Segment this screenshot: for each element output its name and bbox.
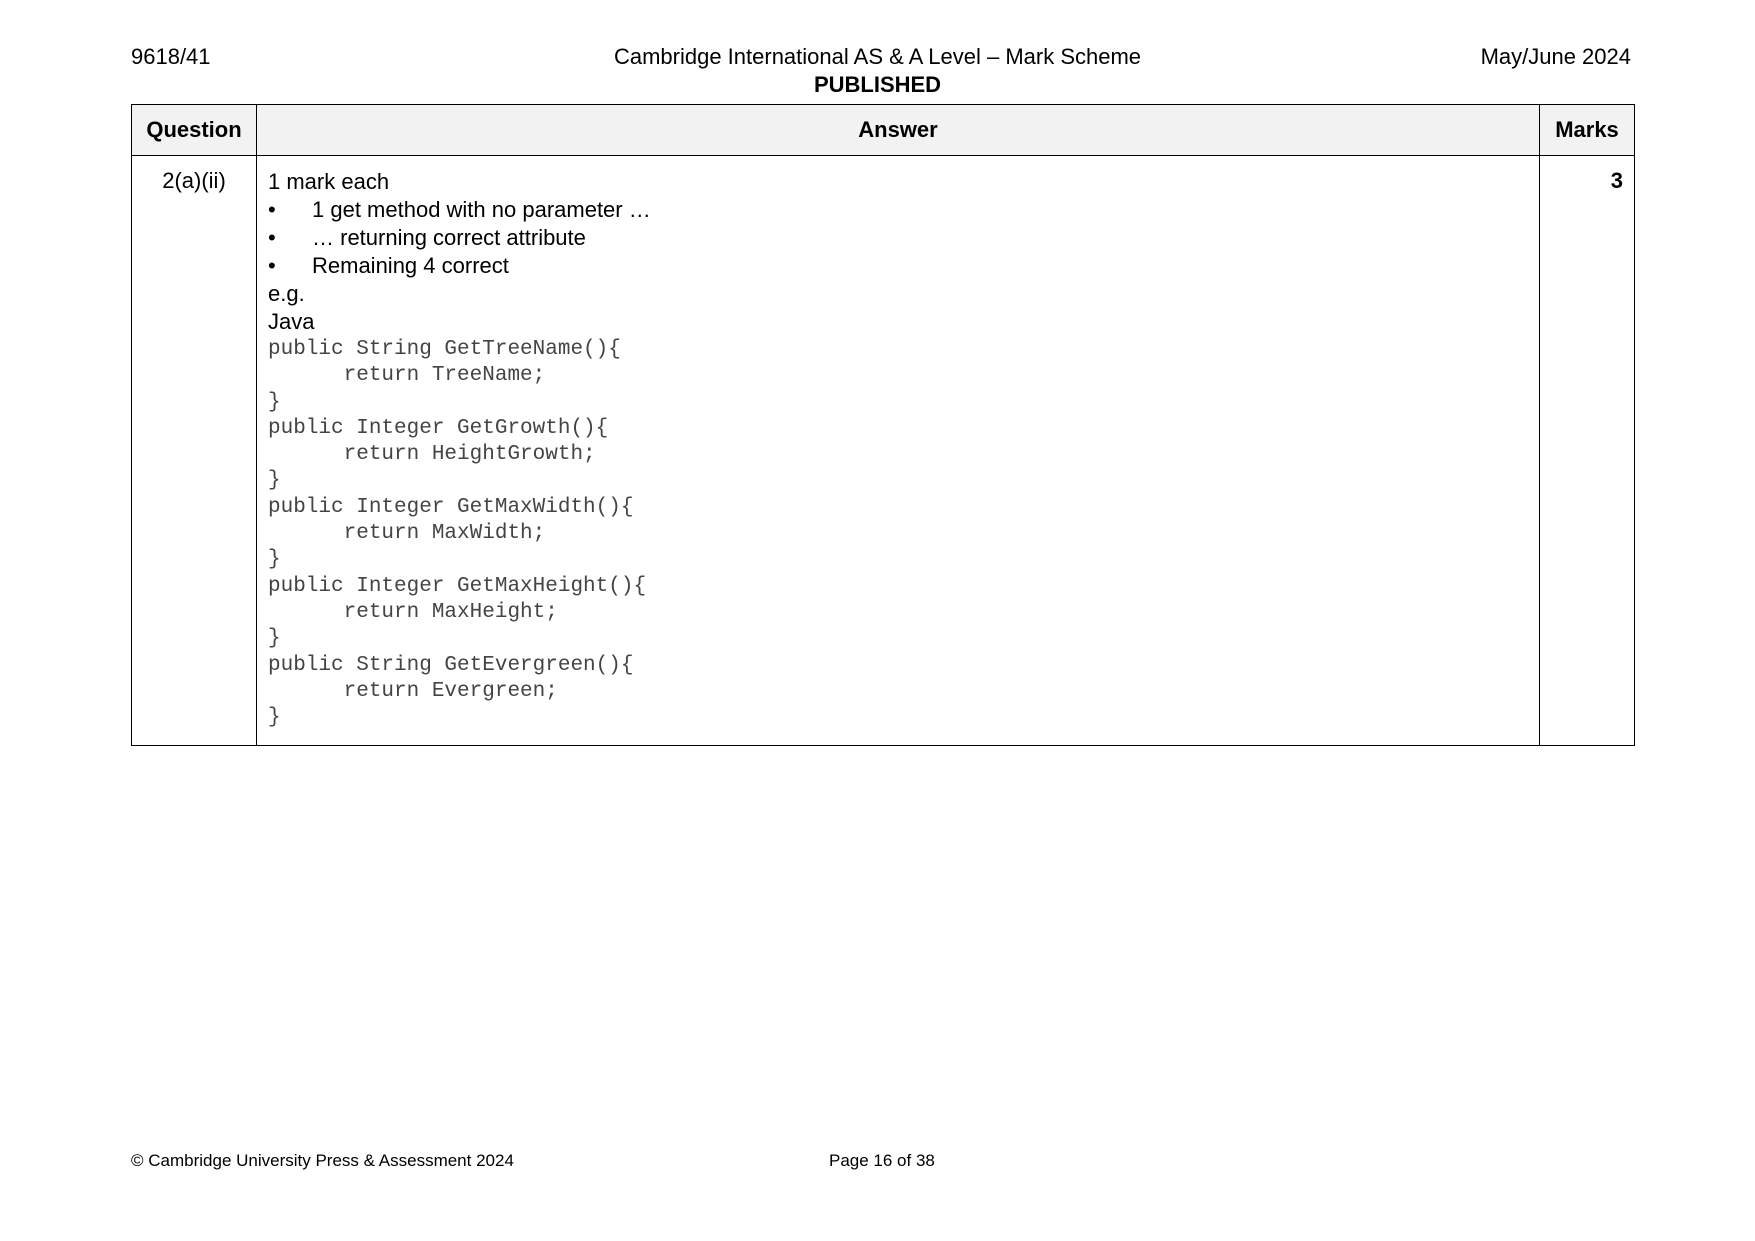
question-header: Question bbox=[132, 105, 257, 156]
mark-scheme-table bbox=[131, 104, 1635, 746]
table-row bbox=[132, 156, 1635, 746]
page-number: Page 16 of 38 bbox=[829, 1151, 935, 1170]
marking-points bbox=[268, 196, 1529, 280]
example-label: e.g. bbox=[268, 281, 305, 306]
header-row bbox=[132, 105, 1635, 156]
answer-cell bbox=[257, 156, 1540, 746]
paper-code: 9618/41 bbox=[131, 44, 211, 69]
published-label: PUBLISHED bbox=[813, 72, 942, 97]
title-text: Cambridge International AS & A Level – Mark Scheme bbox=[613, 44, 1142, 69]
marks-value: 3 bbox=[1540, 156, 1635, 746]
marks-header: Marks bbox=[1540, 105, 1635, 156]
list-item: • Remaining 4 correct bbox=[268, 252, 1529, 280]
question-number: 2(a)(ii) bbox=[132, 156, 257, 746]
language-label: Java bbox=[268, 309, 315, 334]
answer-intro: 1 mark each bbox=[268, 169, 390, 194]
list-item: • … returning correct attribute bbox=[268, 224, 1529, 252]
answer-header: Answer bbox=[257, 105, 1540, 156]
exam-session: May/June 2024 bbox=[1480, 44, 1631, 69]
copyright-notice: © Cambridge University Press & Assessment 2024 bbox=[131, 1151, 514, 1170]
code-block: public String GetTreeName(){ return TreeName; } public Integer GetGrowth(){ return HeightGrowth; } public Integer GetMaxWidth(){ return MaxWidth; } public Integer GetMaxHeight(){ return MaxHeight; } public String GetEvergreen(){ return Evergreen; } bbox=[268, 338, 647, 730]
list-item: • 1 get method with no parameter … bbox=[268, 196, 1529, 224]
